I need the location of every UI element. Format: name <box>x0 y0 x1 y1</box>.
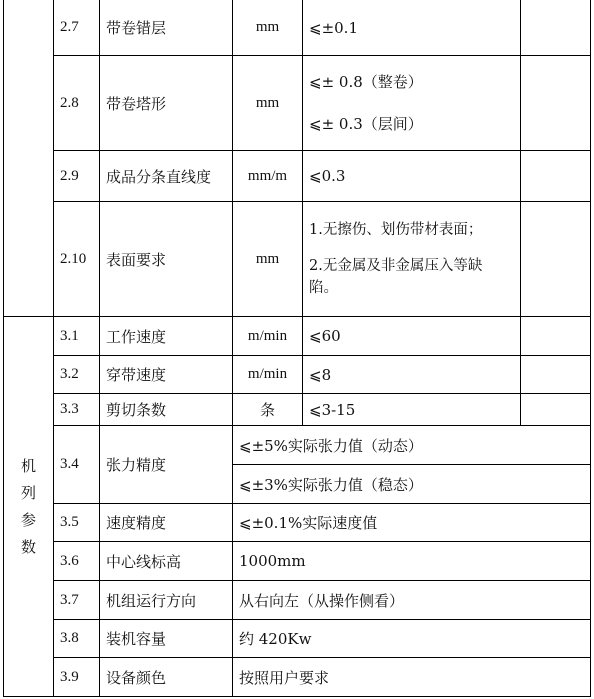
spec-table <box>3 0 591 697</box>
item-name: 带卷错层 <box>106 19 167 37</box>
item-name: 工作速度 <box>106 327 167 346</box>
row-number: 3.4 <box>60 456 79 472</box>
col-line-5 <box>520 0 521 425</box>
item-name: 张力精度 <box>106 456 167 474</box>
requirement-line: 1.无擦伤、划伤带材表面； <box>309 222 483 238</box>
item-name: 机组运行方向 <box>106 591 197 610</box>
section-label-char: 列 <box>20 483 36 502</box>
requirement-line: 陷。 <box>309 280 338 296</box>
requirement: ⩽±0.1%实际速度值 <box>239 514 378 532</box>
unit: mm <box>255 94 280 111</box>
item-name: 中心线标高 <box>106 552 182 571</box>
requirement-line: ⩽± 0.3（层间） <box>309 115 423 133</box>
requirement: ⩽±3%实际张力值（稳态） <box>239 475 423 494</box>
requirement: ⩽±5%实际张力值（动态） <box>239 436 423 455</box>
requirement: ⩽60 <box>309 327 341 345</box>
section-label-char: 参 <box>20 510 36 529</box>
row-number: 2.10 <box>60 250 87 267</box>
row-number: 3.5 <box>60 514 79 530</box>
unit: 条 <box>259 401 275 419</box>
item-name: 速度精度 <box>106 514 167 532</box>
item-name: 表面要求 <box>106 250 167 269</box>
section-label-char: 数 <box>20 537 36 556</box>
requirement: 1000mm <box>239 552 306 570</box>
requirement: 约 420Kw <box>239 630 312 648</box>
unit: m/min <box>247 366 288 382</box>
unit: mm <box>255 250 280 267</box>
row-number: 2.8 <box>60 94 79 111</box>
item-name: 装机容量 <box>106 630 167 648</box>
row-number: 2.7 <box>60 19 79 35</box>
row-number: 3.8 <box>60 630 79 646</box>
requirement: ⩽3-15 <box>309 400 356 419</box>
requirement: ⩽0.3 <box>309 167 346 185</box>
row-number: 3.1 <box>60 327 79 344</box>
row-number: 3.3 <box>60 401 79 417</box>
requirement-line: ⩽± 0.8（整卷） <box>309 73 423 91</box>
requirement: ⩽8 <box>309 365 332 384</box>
requirement-line: 2.无金属及非金属压入等缺 <box>309 258 483 274</box>
section-label-char: 机 <box>20 456 36 475</box>
requirement <box>303 56 520 150</box>
unit: mm/m <box>247 167 288 184</box>
row-number: 2.9 <box>60 167 79 184</box>
section-label <box>4 317 53 696</box>
unit: m/min <box>247 327 288 344</box>
requirement: ⩽±0.1 <box>309 18 358 37</box>
row-number: 3.2 <box>60 366 79 382</box>
requirement <box>303 202 520 316</box>
item-name: 设备颜色 <box>106 668 167 687</box>
item-name: 成品分条直线度 <box>106 167 212 186</box>
row-number: 3.9 <box>60 668 79 685</box>
item-name: 带卷塔形 <box>106 94 167 113</box>
row-number: 3.6 <box>60 552 79 569</box>
row-number: 3.7 <box>60 591 79 608</box>
table-border-right <box>590 0 591 697</box>
item-name: 穿带速度 <box>106 366 167 384</box>
table-border-bottom <box>3 696 591 697</box>
requirement: 按照用户要求 <box>239 668 330 687</box>
requirement: 从右向左（从操作侧看） <box>239 591 405 610</box>
unit: mm <box>255 19 280 35</box>
item-name: 剪切条数 <box>106 401 167 419</box>
